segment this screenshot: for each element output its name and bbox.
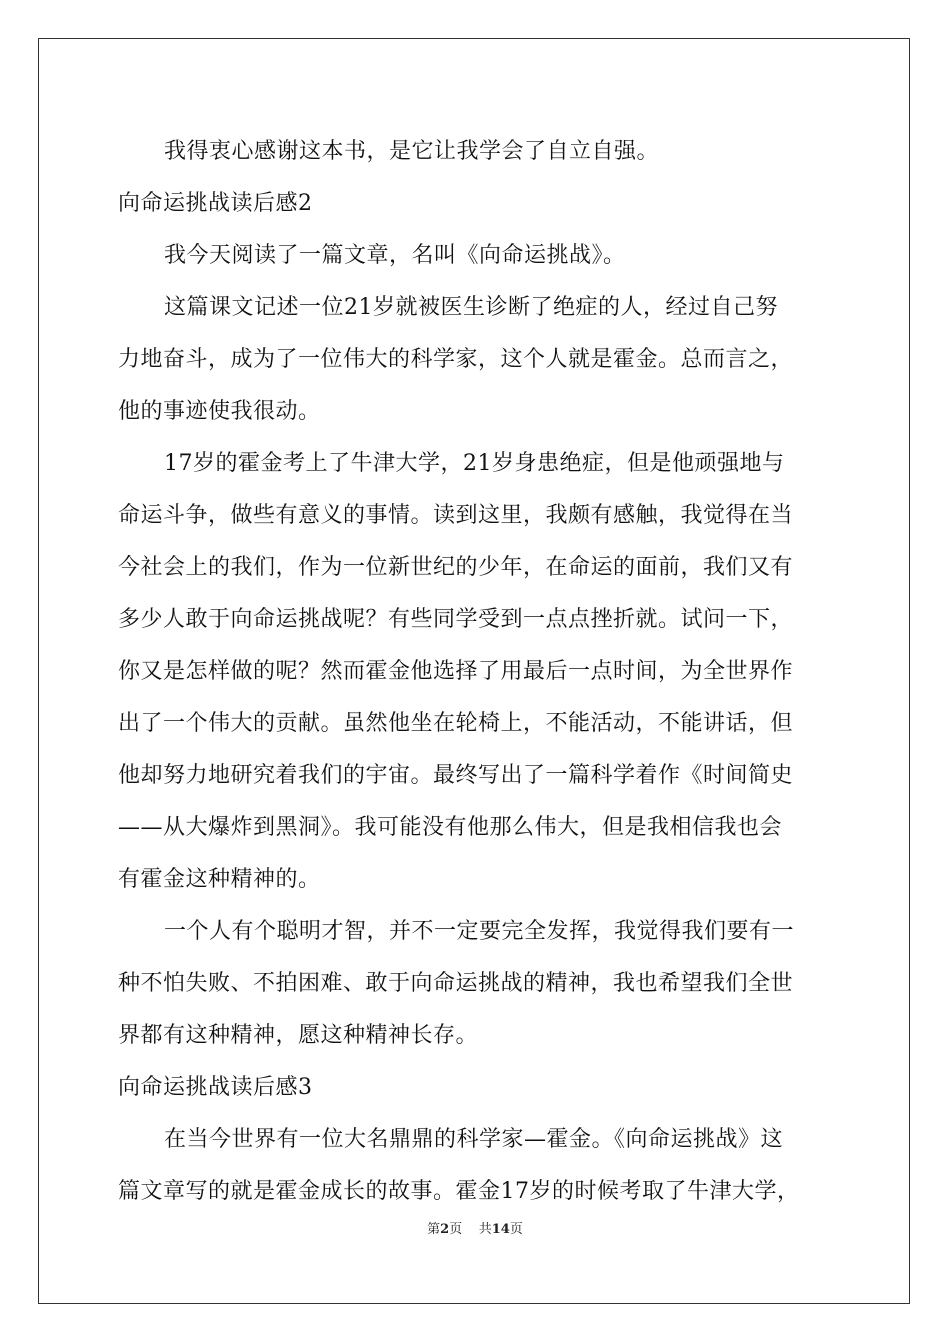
paragraph-line: 有霍金这种精神的。 xyxy=(118,867,321,892)
paragraph-line: 你又是怎样做的呢？然而霍金他选择了用最后一点时间，为全世界作 xyxy=(118,659,794,684)
total-pages: 14 xyxy=(491,1222,510,1237)
paragraph-line: 出了一个伟大的贡献。虽然他坐在轮椅上，不能活动，不能讲话，但 xyxy=(118,711,794,736)
paragraph-line: 多少人敢于向命运挑战呢？有些同学受到一点点挫折就。试问一下， xyxy=(118,607,794,632)
paragraph-line: 今社会上的我们，作为一位新世纪的少年，在命运的面前，我们又有 xyxy=(118,555,794,580)
total-suffix: 页 xyxy=(509,1222,523,1237)
paragraph-line: 种不怕失败、不拍困难、敢于向命运挑战的精神，我也希望我们全世 xyxy=(118,971,794,996)
paragraph-line: 界都有这种精神，愿这种精神长存。 xyxy=(118,1023,479,1048)
paragraph-line: 在当今世界有一位大名鼎鼎的科学家—霍金。《向命运挑战》这 xyxy=(164,1127,784,1152)
paragraph-line: 这篇课文记述一位21岁就被医生诊断了绝症的人，经过自己努 xyxy=(164,295,778,320)
paragraph-line: 我得衷心感谢这本书，是它让我学会了自立自强。 xyxy=(164,139,660,164)
section-heading: 向命运挑战读后感2 xyxy=(118,191,313,216)
document-body xyxy=(118,126,834,1218)
total-prefix: 共 xyxy=(478,1222,492,1237)
paragraph-line: 力地奋斗，成为了一位伟大的科学家，这个人就是霍金。总而言之， xyxy=(118,347,794,372)
paragraph-line: 篇文章写的就是霍金成长的故事。霍金17岁的时候考取了牛津大学， xyxy=(118,1179,800,1204)
page-suffix: 页 xyxy=(449,1222,463,1237)
page-number: 2 xyxy=(440,1222,450,1237)
paragraph-line: 17岁的霍金考上了牛津大学，21岁身患绝症，但是他顽强地与 xyxy=(164,451,785,476)
paragraph-line: ——从大爆炸到黑洞》。我可能没有他那么伟大，但是我相信我也会 xyxy=(118,815,783,840)
paragraph-line: 他却努力地研究着我们的宇宙。最终写出了一篇科学着作《时间简史 xyxy=(118,763,794,788)
page-prefix: 第 xyxy=(427,1222,441,1237)
paragraph-line: 我今天阅读了一篇文章，名叫《向命运挑战》。 xyxy=(164,243,626,268)
page-footer xyxy=(0,1218,950,1237)
paragraph-line: 他的事迹使我很动。 xyxy=(118,399,321,424)
paragraph-line: 一个人有个聪明才智，并不一定要完全发挥，我觉得我们要有一 xyxy=(164,919,795,944)
paragraph-line: 命运斗争，做些有意义的事情。读到这里，我颇有感触，我觉得在当 xyxy=(118,503,794,528)
section-heading: 向命运挑战读后感3 xyxy=(118,1075,313,1100)
